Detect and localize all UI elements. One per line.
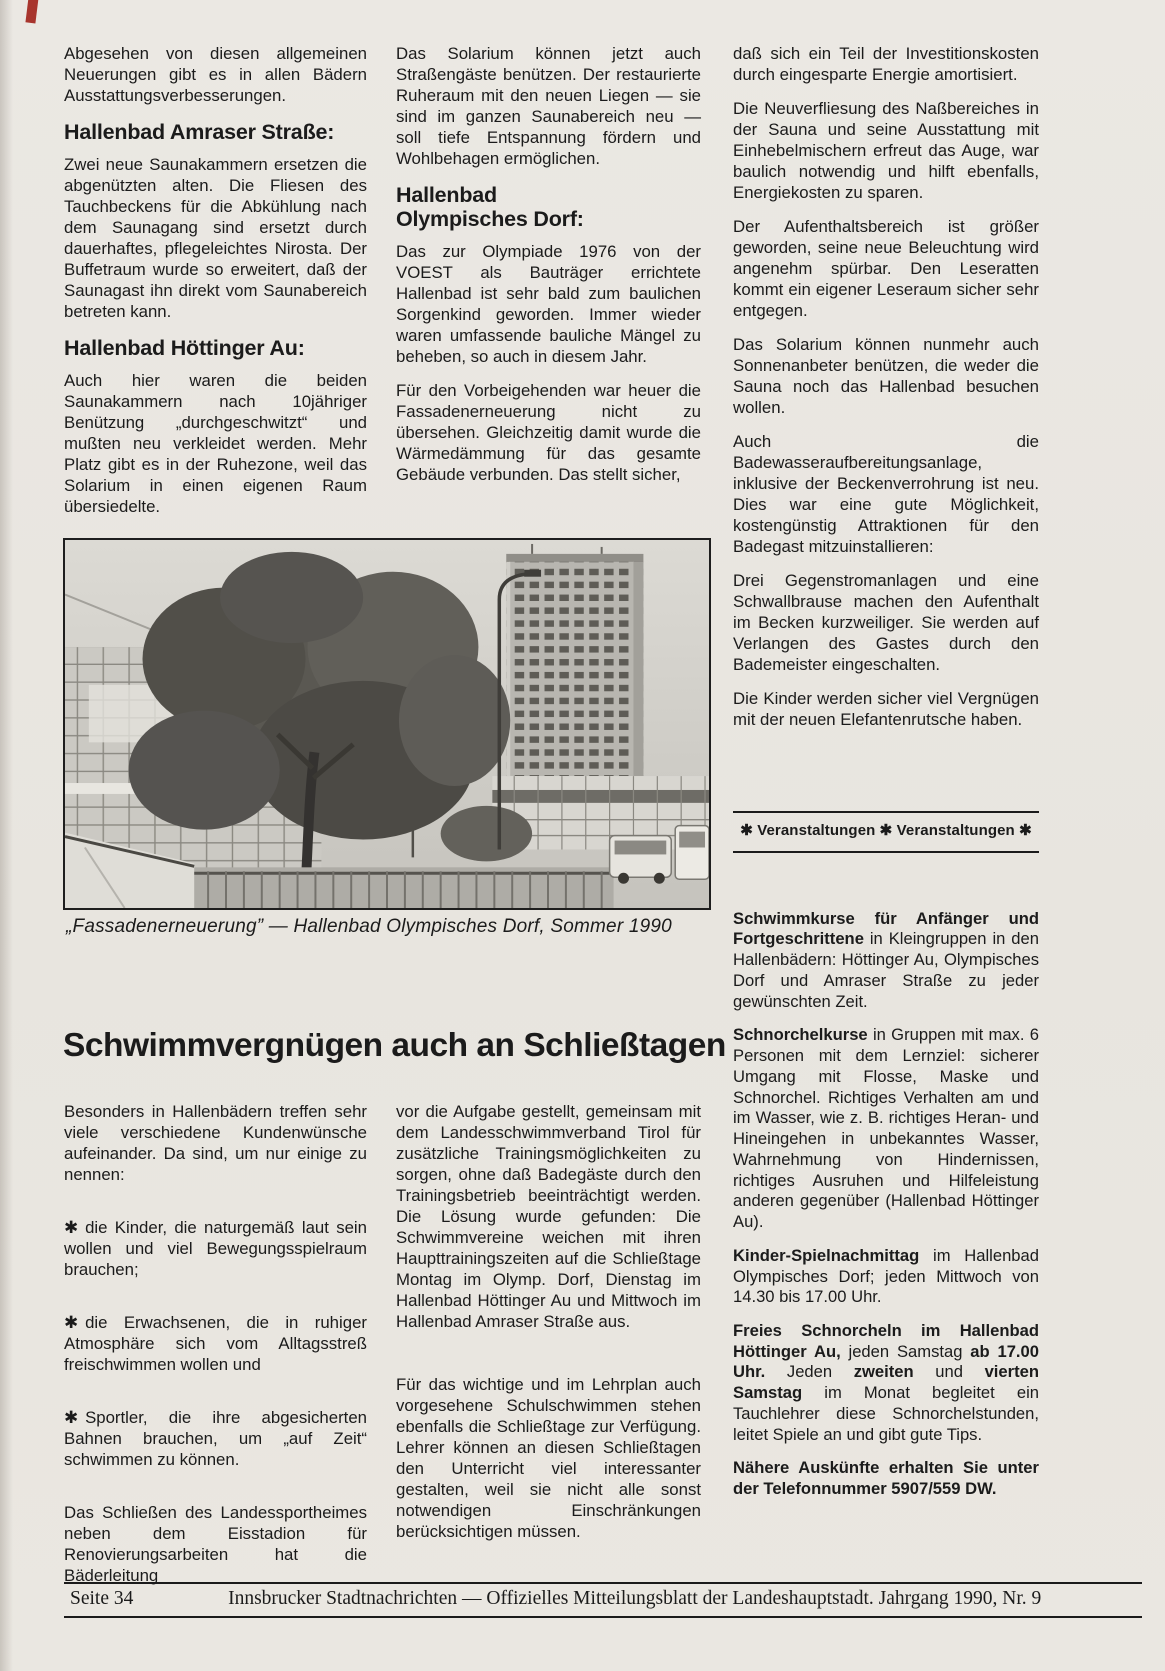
event-schwimmkurse: Schwimmkurse für Anfänger und Fortgeschrittene in Kleingruppen in den Hallenbädern: Höttinger Au, Olympisches Dorf und Amraser Straße zu jeder gewünschten Zeit. [733, 908, 1039, 1011]
paragraph: Die Neuverfliesung des Naßbereiches in der Sauna und seine Ausstattung mit Einhebelmischern erfreut das Auge, war baulich notwendig und hilft ebenfalls, Energiekosten zu sparen. [733, 98, 1039, 202]
asterisk-bullet: ✱ [64, 1312, 79, 1332]
paragraph: Der Aufenthaltsbereich ist größer geworden, seine neue Beleuchtung wird angenehm spürbar. Den Leseratten kommt ein eigener Leseraum sicher sehr entgegen. [733, 216, 1039, 320]
event-schnorchelkurse: Schnorchelkurse in Gruppen mit max. 6 Personen mit dem Lernziel: sicherer Umgang mit Flosse, Maske und Schnorchel. Richtiges Verhalten am und im Wasser, wie z. B. richtiges Heran- und Hineingehen in unbekanntes Wasser, Wahrnehmung von Hindernissen, richtiges Ausruhen und Hilfeleistung anderen gegenüber (Hallenbad Höttinger Au). [733, 1025, 1039, 1232]
paragraph: Drei Gegenstromanlagen und eine Schwallbrause machen den Aufenthalt im Becken kurzweiliger. Sie werden auf Verlangen des Gastes durch den Bademeister eingeschalten. [733, 570, 1039, 674]
page-footer [64, 1582, 1142, 1618]
bullet-text: die Erwachsenen, die in ruhiger Atmosphäre sich vom Alltagsstreß freischwimmen wollen und [64, 1312, 367, 1374]
veranstaltungen-banner-text: ✱ Veranstaltungen ✱ Veranstaltungen ✱ [740, 822, 1032, 839]
paragraph: Die Kinder werden sicher viel Vergnügen mit der neuen Elefantenrutsche haben. [733, 688, 1039, 729]
heading-hallenbad-hoettinger-au: Hallenbad Höttinger Au: [64, 335, 305, 360]
events-column [733, 811, 1039, 1513]
column-left-top [64, 44, 367, 531]
paragraph-fassade: Für den Vorbeigehenden war heuer die Fassadenerneuerung nicht zu übersehen. Gleichzeitig damit wurde die Wärmedämmung für das gesamte Gebäude verbunden. Das stellt sicher, [396, 380, 701, 484]
paragraph-amraser: Zwei neue Saunakammern ersetzen die abgenützten alten. Die Fliesen des Tauchbeckens für die Abkühlung nach dem Saunagang sind ersetzt durch dauerhaftes, pflegeleichtes Nirosta. Der Buffetraum wurde so erweitert, daß der Saunagast ihn direkt vom Saunabereich betreten kann. [64, 155, 367, 321]
foreground-fence [192, 867, 613, 908]
veranstaltungen-banner [733, 811, 1039, 853]
paragraph: Das Solarium können nunmehr auch Sonnenanbeter benützen, die weder die Sauna noch das Hallenbad besuchen wollen. [733, 334, 1039, 417]
scan-red-mark [25, 0, 38, 24]
feature-column-middle [396, 1102, 701, 1585]
column-middle-top [396, 44, 701, 499]
asterisk-bullet: ✱ [64, 1407, 79, 1427]
highrise-tower [506, 544, 643, 776]
paragraph: Auch die Badewasseraufbereitungsanlage, inklusive der Beckenverrohrung ist neu. Dies war eine gute Möglichkeit, kostengünstig Attraktionen für den Badegast mitzuinstallieren: [733, 431, 1039, 556]
event-auskuenfte: Nähere Auskünfte erhalten Sie unter der Telefonnummer 5907/559 DW. [733, 1458, 1039, 1499]
article-headline: Schwimmvergnügen auch an Schließtagen [63, 1027, 726, 1064]
paragraph-hoettinger: Auch hier waren die beiden Saunakammern nach 10jähriger Benützung „durchgeschwitzt“ und mußten neu verkleidet werden. Mehr Platz gibt es in der Ruhezone, weil das Solarium in einen eigenen Raum übersiedelte. [64, 370, 367, 516]
footer-imprint: Innsbrucker Stadtnachrichten — Offizielles Mitteilungsblatt der Landeshauptstadt. Jahrgang 1990, Nr. 9 [228, 1588, 1042, 1609]
paragraph-landessportheim: Das Schließen des Landessportheimes neben dem Eisstadion für Renovierungsarbeiten hat die Bäderleitung [64, 1502, 367, 1585]
bullet-item [64, 1408, 367, 1471]
bullet-item [64, 1313, 367, 1376]
intro-paragraph: Abgesehen von diesen allgemeinen Neuerungen gibt es in allen Bädern Ausstattungsverbesserungen. [64, 44, 367, 105]
feature-column-left [64, 1102, 367, 1619]
scan-edge-shadow [0, 0, 13, 1671]
column-right-top [733, 44, 1039, 744]
bullet-text: die Kinder, die naturgemäß laut sein wollen und viel Bewegungsspielraum brauchen; [64, 1217, 367, 1279]
photo-caption: „Fassadenerneuerung” — Hallenbad Olympisches Dorf, Sommer 1990 [66, 916, 672, 937]
paragraph-voest: Das zur Olympiade 1976 von der VOEST als Bauträger errichtete Hallenbad ist sehr bald zum baulichen Sorgenkind geworden. Immer wieder waren umfassende bauliche Mängel zu beheben, so auch in diesem Jahr. [396, 242, 701, 366]
bullet-item [64, 1218, 367, 1281]
bullet-text: Sportler, die ihre abgesicherten Bahnen brauchen, um „auf Zeit“ schwimmen zu können. [64, 1407, 367, 1469]
paragraph-kundenwuensche: Besonders in Hallenbädern treffen sehr viele verschiedene Kundenwünsche aufeinander. Da sind, um nur einige zu nennen: [64, 1102, 367, 1184]
construction-photo [63, 538, 711, 910]
heading-hallenbad-olympisches-dorf: Hallenbad Olympisches Dorf: [396, 182, 584, 231]
paragraph-schulschwimmen: Für das wichtige und im Lehrplan auch vorgesehene Schulschwimmen stehen ebenfalls die Schließtage zur Verfügung. Lehrer können an diesen Schließtagen den Unterricht viel interessanter gestalten, weil sie nicht alle sonst notwendigen Einschränkungen berücksichtigen müssen. [396, 1374, 701, 1541]
paragraph-schwimmverband: vor die Aufgabe gestellt, gemeinsam mit dem Landesschwimmverband Tirol für zusätzliche Trainingsmöglichkeiten zu sorgen, ohne daß Badegäste durch den Trainingsbetrieb beeinträchtigt werden. Die Lösung wurde gefunden: Die Schwimmvereine weichen mit ihren Haupttrainingszeiten auf die Schließtage Montag im Olymp. Dorf, Dienstag im Hallenbad Höttinger Au und Mittwoch im Hallenbad Amraser Straße aus. [396, 1102, 701, 1331]
event-freies-schnorcheln: Freies Schnorcheln im Hallenbad Höttinger Au, jeden Samstag ab 17.00 Uhr. Jeden zweiten und vierten Samstag im Monat begleitet ein Tauchlehrer diese Schnorchelstunden, leitet Spiele an und gibt gute Tips. [733, 1320, 1040, 1444]
paragraph-solarium: Das Solarium können jetzt auch Straßengäste benützen. Der restaurierte Ruheraum mit den neuen Liegen — sie sind im ganzen Saunabereich neu — soll tiefe Entspannung fördern und Wohlbehagen ermöglichen. [396, 44, 701, 168]
event-kinder-spielnachmittag: Kinder-Spielnachmittag im Hallenbad Olympisches Dorf; jeden Mittwoch von 14.30 bis 17.00 Uhr. [733, 1245, 1039, 1307]
paragraph: daß sich ein Teil der Investitionskosten durch eingesparte Energie amortisiert. [733, 44, 1039, 84]
page-number: Seite 34 [70, 1588, 134, 1609]
asterisk-bullet: ✱ [64, 1217, 79, 1237]
heading-hallenbad-amraser-strasse: Hallenbad Amraser Straße: [64, 119, 335, 144]
